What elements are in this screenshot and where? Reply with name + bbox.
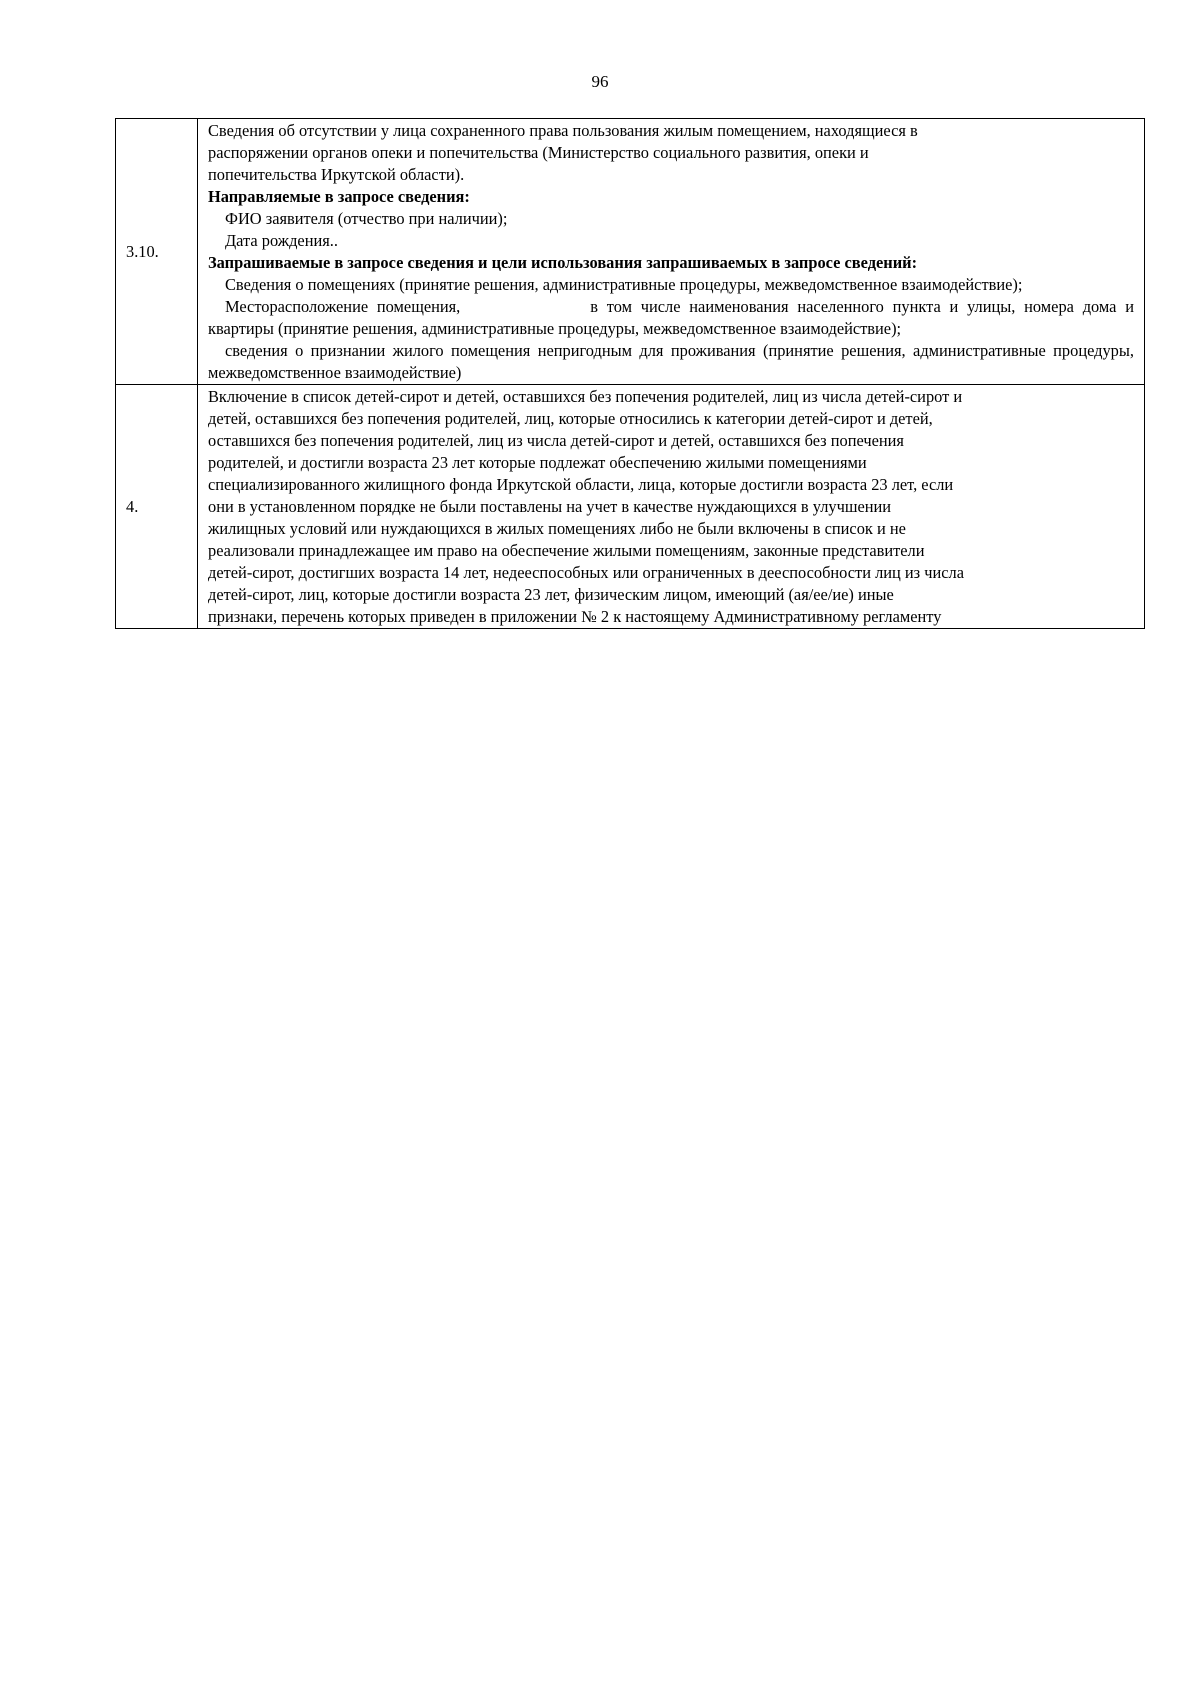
content-line: оставшихся без попечения родителей, лиц из числа детей-сирот и детей, оставшихся без попечения — [208, 431, 904, 450]
sent-item: ФИО заявителя (отчество при наличии); — [225, 209, 508, 228]
content-line: они в установленном порядке не были поставлены на учет в качестве нуждающихся в улучшении — [208, 497, 892, 516]
row-number: 4. — [116, 385, 198, 629]
requested-item — [208, 296, 1134, 340]
content-line: жилищных условий или нуждающихся в жилых помещениях либо не были включены в список и не — [208, 519, 906, 538]
intro-line: распоряжении органов опеки и попечительства (Министерство социального развития, опеки и — [208, 143, 869, 162]
intro-line: Сведения об отсутствии у лица сохраненного права пользования жилым помещением, находящиеся в — [208, 121, 918, 140]
row-content — [198, 119, 1145, 385]
requested-item-part: в том числе наименования населенного пункта и улицы, номера дома и квартиры (принятие решения, административные процедуры, межведомственное взаимодействие); — [208, 297, 1134, 338]
table-row — [116, 119, 1145, 385]
content-line: реализовали принадлежащее им право на обеспечение жилыми помещениям, законные представители — [208, 541, 925, 560]
content-line: детей, оставшихся без попечения родителей, лиц, которые относились к категории детей-сирот и детей, — [208, 409, 933, 428]
sent-item: Дата рождения.. — [225, 231, 338, 250]
content-line: признаки, перечень которых приведен в приложении № 2 к настоящему Административному регламенту — [208, 607, 942, 626]
table-row — [116, 385, 1145, 629]
content-line: детей-сирот, достигших возраста 14 лет, недееспособных или ограниченных в дееспособности лиц из числа — [208, 563, 965, 582]
document-table — [115, 118, 1145, 629]
content-line: родителей, и достигли возраста 23 лет которые подлежат обеспечению жилыми помещениями — [208, 453, 867, 472]
requested-item-part: Месторасположение помещения, — [225, 297, 461, 316]
content-line: Включение в список детей-сирот и детей, оставшихся без попечения родителей, лиц из числа детей-сирот и — [208, 387, 963, 406]
intro-line: попечительства Иркутской области). — [208, 165, 465, 184]
requested-item: Сведения о помещениях (принятие решения, административные процедуры, межведомственное взаимодействие); — [225, 275, 1023, 294]
content-line: специализированного жилищного фонда Иркутской области, лица, которые достигли возраста 23 лет, если — [208, 475, 954, 494]
row-content — [198, 385, 1145, 629]
page-number: 96 — [591, 72, 609, 91]
row-number: 3.10. — [116, 119, 198, 385]
requested-item: сведения о признании жилого помещения непригодным для проживания (принятие решения, административные процедуры, межведомственное взаимодействие) — [208, 341, 1134, 382]
sent-heading: Направляемые в запросе сведения: — [208, 187, 470, 206]
requested-heading: Запрашиваемые в запросе сведения и цели использования запрашиваемых в запросе сведений: — [208, 253, 918, 272]
content-line: детей-сирот, лиц, которые достигли возраста 23 лет, физическим лицом, имеющий (ая/ее/ие) иные — [208, 585, 894, 604]
